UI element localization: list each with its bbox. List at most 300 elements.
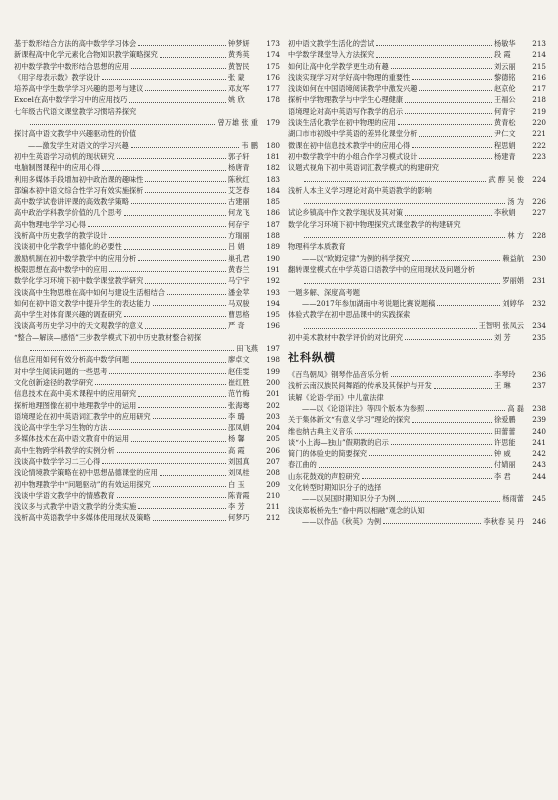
entry-page-number: 182 xyxy=(266,163,280,173)
entry-title: 浅析云南汉族民间舞蹈的传承及其保护与开发 xyxy=(288,381,432,391)
entry-author: 刘婷华 xyxy=(502,298,524,308)
entry-title: 初中语文教学生活化的尝试 xyxy=(288,39,375,48)
toc-entry[interactable] xyxy=(288,241,546,264)
leader-dots xyxy=(102,170,226,171)
entry-author: 艾芝春 xyxy=(228,185,250,195)
leader-dots xyxy=(391,444,492,445)
toc-entry[interactable] xyxy=(288,459,546,470)
entry-page-number: 218 xyxy=(532,95,546,105)
entry-title: 一题多解、深度高考题 xyxy=(288,287,360,297)
leader-dots xyxy=(131,147,240,148)
toc-entry[interactable] xyxy=(288,437,546,448)
leader-dots xyxy=(145,90,226,91)
leader-dots xyxy=(145,328,226,329)
toc-entry[interactable] xyxy=(288,426,546,437)
toc-entry[interactable] xyxy=(14,501,280,512)
entry-page-number: 231 xyxy=(532,276,546,286)
entry-subtitle: ——以《论语详注》等四个版本为参照 xyxy=(302,403,425,413)
toc-entry[interactable] xyxy=(14,287,280,298)
entry-title: 新课程高中化学元素化合物知识教学策略探究 xyxy=(14,50,158,60)
entry-author: 廖卓文 xyxy=(228,355,250,365)
entry-author: 崔红胜 xyxy=(228,377,250,387)
toc-entry[interactable] xyxy=(14,162,280,173)
entry-author: 赖益航 xyxy=(502,253,524,263)
entry-author: 张海骞 xyxy=(228,400,250,410)
entry-author: 段 霞 xyxy=(494,50,511,60)
entry-author: 杨建青 xyxy=(494,151,516,161)
toc-entry[interactable] xyxy=(288,72,546,83)
toc-entry[interactable] xyxy=(14,309,280,320)
entry-author: 白 玉 xyxy=(228,479,245,489)
entry-page-number: 191 xyxy=(266,264,280,274)
entry-author: 李 璐 xyxy=(228,411,245,421)
toc-entry[interactable] xyxy=(14,196,280,207)
entry-title: 中学数学课堂导入方法探究 xyxy=(288,50,375,60)
toc-entry[interactable] xyxy=(288,505,546,528)
toc-entry[interactable] xyxy=(288,106,546,117)
entry-title: Excel在高中数学学习中的应用技巧 xyxy=(14,95,128,105)
leader-dots xyxy=(412,147,492,148)
entry-title: 湖口市市初级中学英语的差异化课堂分析 xyxy=(288,129,418,139)
toc-entry[interactable] xyxy=(14,219,280,230)
entry-title: 翻转课堂模式在中学英语口语教学中的应用现状及问题分析 xyxy=(288,264,475,274)
entry-title: 议题式视角下初中英语词汇教学模式的构建研究 xyxy=(288,163,439,173)
leader-dots xyxy=(160,57,226,58)
entry-author: 尹仁文 xyxy=(494,129,516,139)
leader-dots xyxy=(405,215,492,216)
entry-page-number: 211 xyxy=(266,502,280,512)
entry-page-number: 245 xyxy=(532,494,546,504)
toc-entry[interactable] xyxy=(14,264,280,275)
toc-entry[interactable] xyxy=(14,479,280,490)
entry-title: 利用多媒体手段增加初中政治课的趣味性 xyxy=(14,174,144,184)
entry-title: 高中生物跨学科教学的实例分析 xyxy=(14,445,115,455)
entry-author: 李秋娟 xyxy=(494,208,516,218)
leader-dots xyxy=(131,441,226,442)
entry-author: 陈青霞 xyxy=(228,490,250,500)
toc-entry[interactable] xyxy=(288,332,546,343)
entry-author: 赵京伦 xyxy=(494,84,516,94)
entry-title: 电脑制图课程中的应用心得 xyxy=(14,163,101,173)
entry-author: 张 蒙 xyxy=(228,72,245,82)
toc-entry[interactable] xyxy=(288,128,546,139)
toc-entry[interactable] xyxy=(14,185,280,196)
toc-entry[interactable] xyxy=(14,128,280,151)
entry-subtitle: ——以作品《秋英》为例 xyxy=(302,516,382,526)
toc-entry[interactable] xyxy=(288,140,546,151)
entry-author: 刘国真 xyxy=(228,456,250,466)
entry-title: 浅谈中学语文教学中的情感教育 xyxy=(14,490,115,500)
entry-title: 春江曲的 xyxy=(288,460,317,470)
entry-page-number: 219 xyxy=(532,106,546,116)
entry-author: 钟 威 xyxy=(494,449,511,459)
toc-entry[interactable] xyxy=(288,448,546,459)
leader-dots xyxy=(355,433,492,434)
toc-entry[interactable] xyxy=(14,366,280,377)
toc-entry[interactable] xyxy=(288,38,546,49)
leader-dots xyxy=(124,316,226,317)
entry-title: 维也纳古典主义音乐 xyxy=(288,426,353,436)
entry-title: 初中物理教学中“问题驱动”的有效运用探究 xyxy=(14,479,151,489)
leader-dots xyxy=(319,467,492,468)
leader-dots xyxy=(437,305,500,306)
entry-title: 简门的体验史的简要探究 xyxy=(288,449,368,459)
leader-dots xyxy=(138,45,226,46)
toc-entry[interactable] xyxy=(288,471,546,482)
leader-dots xyxy=(30,350,234,351)
entry-page-number: 205 xyxy=(266,434,280,444)
toc-entry[interactable] xyxy=(14,388,280,399)
entry-author: 田蕾蕾 xyxy=(494,426,516,436)
entry-author: 刘云丽 xyxy=(494,61,516,71)
leader-dots xyxy=(138,407,226,408)
entry-title: 激励机制在初中数学教学中的应用分析 xyxy=(14,253,137,263)
entry-author: 王智明 张凤云 xyxy=(478,321,524,331)
toc-entry[interactable] xyxy=(14,490,280,501)
toc-entry[interactable] xyxy=(288,151,546,162)
leader-dots xyxy=(153,305,226,306)
entry-author: 范竹梅 xyxy=(228,389,250,399)
entry-page-number: 230 xyxy=(532,253,546,263)
entry-page-number: 237 xyxy=(532,381,546,391)
entry-author: 杨唐青 xyxy=(228,163,250,173)
toc-entry[interactable] xyxy=(14,456,280,467)
entry-author: 黄春兰 xyxy=(228,264,250,274)
entry-author: 罗丽娟 xyxy=(502,276,524,286)
entry-page-number: 238 xyxy=(532,403,546,413)
toc-entry[interactable] xyxy=(14,400,280,411)
entry-title: 高中数学试卷讲评课的高效教学策略 xyxy=(14,197,130,207)
leader-dots xyxy=(145,192,226,193)
entry-author: 古建丽 xyxy=(228,197,250,207)
leader-dots xyxy=(131,68,226,69)
toc-entry[interactable] xyxy=(288,207,546,218)
leader-dots xyxy=(419,90,492,91)
toc-entry[interactable] xyxy=(14,49,280,60)
entry-page-number: 232 xyxy=(532,298,546,308)
toc-entry[interactable] xyxy=(14,241,280,252)
entry-title: 文化转型时期知识分子的选择 xyxy=(288,482,382,492)
entry-author: 王 琳 xyxy=(494,381,511,391)
toc-entry[interactable] xyxy=(288,414,546,425)
toc-entry[interactable] xyxy=(288,49,546,60)
toc-entry[interactable] xyxy=(14,275,280,286)
entry-page-number: 173 xyxy=(266,39,280,48)
leader-dots xyxy=(304,181,486,182)
entry-title: 对中学生阅读问题的一些思考 xyxy=(14,366,108,376)
toc-right-entries xyxy=(288,38,546,343)
leader-dots xyxy=(419,158,492,159)
leader-dots xyxy=(376,57,492,58)
entry-title: 浅谈实现学习对学好高中物理的重要性 xyxy=(288,72,411,82)
toc-entry[interactable] xyxy=(14,433,280,444)
leader-dots xyxy=(124,249,226,250)
toc-entry[interactable] xyxy=(14,298,280,309)
entry-title: 微课在初中信息技术教学中的应用心得 xyxy=(288,140,411,150)
leader-dots xyxy=(412,260,500,261)
toc-entry[interactable] xyxy=(14,151,280,162)
entry-page-number: 234 xyxy=(532,321,546,331)
entry-page-number: 242 xyxy=(532,449,546,459)
toc-entry[interactable] xyxy=(14,174,280,185)
toc-entry[interactable] xyxy=(14,72,280,83)
entry-title: 探讨高中语文教学中兴趣驱动性的价值 xyxy=(14,129,137,139)
entry-page-number: 240 xyxy=(532,426,546,436)
leader-dots xyxy=(304,203,505,204)
entry-author: 赵佳雯 xyxy=(228,366,250,376)
entry-title: 浅谈郑板桥先生“眷中两以相融”观念的认知 xyxy=(288,505,425,515)
entry-title: 语境理论对高中英语写作教学的启示 xyxy=(288,106,404,116)
entry-title: 物理科学本质教育 xyxy=(288,242,346,252)
leader-dots xyxy=(109,429,226,430)
entry-author: 刘凤桂 xyxy=(228,468,250,478)
entry-title: 高中学生对体育课兴趣的调查研究 xyxy=(14,310,122,320)
entry-author: 何存宇 xyxy=(228,219,250,229)
entry-title: 浅谈生活化教学在初中物理的应用 xyxy=(288,118,396,128)
entry-author: 田飞燕 xyxy=(236,344,258,354)
entry-author: 程思娟 xyxy=(494,140,516,150)
entry-author: 高 磊 xyxy=(507,403,524,413)
entry-page-number: 174 xyxy=(266,50,280,60)
entry-page-number: 202 xyxy=(266,400,280,410)
entry-title: 初中数学教学中的小组合作学习模式设计 xyxy=(288,151,418,161)
toc-entry[interactable] xyxy=(14,106,280,129)
entry-author: 杨敏华 xyxy=(494,39,516,48)
entry-page-number: 190 xyxy=(266,253,280,263)
entry-title: 如何让高中化学教学更生动有趣 xyxy=(288,61,389,71)
toc-entry[interactable] xyxy=(288,287,546,310)
entry-page-number: 244 xyxy=(532,471,546,481)
entry-page-number: 197 xyxy=(266,344,280,354)
leader-dots xyxy=(405,113,492,114)
toc-entry[interactable] xyxy=(14,207,280,218)
leader-dots xyxy=(304,237,505,238)
toc-entry[interactable] xyxy=(14,422,280,433)
entry-author: 武 醇 吴 俊 xyxy=(488,174,524,184)
entry-author: 黄青松 xyxy=(494,118,516,128)
entry-page-number: 177 xyxy=(266,84,280,94)
entry-title: 七年级古代语文课堂教学习惯培养探究 xyxy=(14,106,137,116)
toc-entry[interactable] xyxy=(14,467,280,478)
toc-right-column xyxy=(288,38,546,527)
entry-page-number: 224 xyxy=(532,174,546,184)
entry-page-number: 176 xyxy=(266,72,280,82)
entry-page-number: 201 xyxy=(266,389,280,399)
leader-dots xyxy=(167,294,226,295)
entry-page-number: 220 xyxy=(532,118,546,128)
entry-title: 浅谈如何在中国语境阅读教学中激发兴趣 xyxy=(288,84,418,94)
entry-page-number: 246 xyxy=(532,516,546,526)
leader-dots xyxy=(145,181,226,182)
entry-author: 徐爱鹏 xyxy=(494,415,516,425)
entry-page-number: 221 xyxy=(532,129,546,139)
entry-title: 《百鸟朝凤》钢琴作品音乐分析 xyxy=(288,370,389,380)
toc-entry[interactable] xyxy=(14,512,280,523)
entry-page-number: 186 xyxy=(266,208,280,218)
entry-page-number: 194 xyxy=(266,298,280,308)
toc-entry[interactable] xyxy=(14,332,280,355)
leader-dots xyxy=(145,283,226,284)
entry-page-number: 239 xyxy=(532,415,546,425)
entry-page-number: 187 xyxy=(266,219,280,229)
toc-entry[interactable] xyxy=(14,411,280,422)
leader-dots xyxy=(369,455,492,456)
leader-dots xyxy=(160,475,226,476)
entry-title: 数学化学习环境下初中数学课堂教学研究 xyxy=(14,276,144,286)
leader-dots xyxy=(153,418,226,419)
toc-entry[interactable] xyxy=(14,83,280,94)
entry-title: 浅析高中历史教学的教学设计 xyxy=(14,231,108,241)
entry-page-number: 193 xyxy=(266,287,280,297)
entry-title: 浅谈初中化学教学中德化的必要性 xyxy=(14,242,122,252)
toc-entry[interactable] xyxy=(288,380,546,391)
toc-entry[interactable] xyxy=(288,392,546,415)
toc-entry[interactable] xyxy=(288,94,546,105)
entry-title: 如何在初中语文教学中提升学生的表达能力 xyxy=(14,298,151,308)
entry-page-number: 185 xyxy=(266,197,280,207)
entry-subtitle: ——2017年参加湖南中考说题比赛说题稿 xyxy=(302,298,436,308)
toc-entry[interactable] xyxy=(288,309,546,332)
entry-page-number: 175 xyxy=(266,61,280,71)
entry-title: 浅谈高考历史学习中的天文观教学的意义 xyxy=(14,321,144,331)
entry-title: 多媒体技术在高中语文教育中的运用 xyxy=(14,434,130,444)
toc-entry[interactable] xyxy=(288,61,546,72)
leader-dots xyxy=(405,102,492,103)
toc-entry[interactable] xyxy=(14,377,280,388)
entry-author: 杨 馨 xyxy=(228,434,245,444)
leader-dots xyxy=(131,362,226,363)
entry-page-number: 214 xyxy=(532,50,546,60)
leader-dots xyxy=(109,373,226,374)
toc-entry[interactable] xyxy=(288,369,546,380)
entry-page-number: 228 xyxy=(532,231,546,241)
leader-dots xyxy=(109,237,226,238)
entry-page-number: 199 xyxy=(266,366,280,376)
toc-entry[interactable] xyxy=(288,219,546,242)
toc-entry[interactable] xyxy=(288,83,546,94)
entry-title: 山东花鼓戏的声腔研究 xyxy=(288,471,360,481)
entry-page-number: 180 xyxy=(266,140,280,150)
entry-title: 数学化学习环境下初中物理探究式课堂教学的构建研究 xyxy=(288,219,461,229)
entry-title: 信息技术在高中美术课程中的应用研究 xyxy=(14,389,137,399)
entry-page-number: 188 xyxy=(266,231,280,241)
entry-page-number: 210 xyxy=(266,490,280,500)
leader-dots xyxy=(117,497,226,498)
leader-dots xyxy=(88,226,226,227)
leader-dots xyxy=(304,328,477,329)
entry-page-number: 181 xyxy=(266,151,280,161)
entry-author: 黄智民 xyxy=(228,61,250,71)
toc-entry[interactable] xyxy=(288,117,546,128)
leader-dots xyxy=(376,45,492,46)
entry-title: 语境理论在初中英语词汇教学中的应用研究 xyxy=(14,411,151,421)
toc-entry[interactable] xyxy=(14,38,280,49)
leader-dots xyxy=(117,158,226,159)
entry-author: 邵凤娟 xyxy=(228,423,250,433)
toc-entry[interactable] xyxy=(288,482,546,505)
toc-entry[interactable] xyxy=(14,354,280,365)
entry-title: 高中物理电学学习心得 xyxy=(14,219,86,229)
leader-dots xyxy=(124,215,226,216)
entry-author: 陈秋红 xyxy=(228,174,250,184)
entry-title: 初中美术教材中教学评价的对比研究 xyxy=(288,332,404,342)
leader-dots xyxy=(129,102,226,103)
entry-title: “整合—解读—感悟”三步教学模式下初中历史教材整合初探 xyxy=(14,332,202,342)
entry-author: 韦 鹏 xyxy=(241,140,258,150)
entry-title: 极限思想在高中数学中的应用 xyxy=(14,264,108,274)
entry-title: 高中政治学科教学价值的几个思考 xyxy=(14,208,122,218)
leader-dots xyxy=(426,410,505,411)
leader-dots xyxy=(405,339,492,340)
entry-page-number: 204 xyxy=(266,423,280,433)
entry-page-number: 203 xyxy=(266,411,280,421)
leader-dots xyxy=(131,203,226,204)
entry-title: 试论乡镇高中作文教学现状及其对策 xyxy=(288,208,404,218)
entry-title: 文化创新途径的教学研究 xyxy=(14,377,94,387)
leader-dots xyxy=(412,79,492,80)
entry-page-number: 222 xyxy=(532,140,546,150)
entry-title: 浅议多与式教学中语文教学的分类实施 xyxy=(14,502,137,512)
leader-dots xyxy=(391,68,492,69)
entry-page-number: 209 xyxy=(266,479,280,489)
entry-title: 浅论情境教学策略在初中思想品德课堂的应用 xyxy=(14,468,158,478)
entry-page-number: 235 xyxy=(532,332,546,342)
entry-page-number: 189 xyxy=(266,242,280,252)
entry-page-number: 226 xyxy=(532,197,546,207)
entry-title: 关于集体新文“有意义学习”理论的探究 xyxy=(288,415,411,425)
entry-author: 刘 芳 xyxy=(494,332,511,342)
toc-entry[interactable] xyxy=(288,162,546,185)
leader-dots xyxy=(102,79,226,80)
leader-dots xyxy=(138,508,226,509)
entry-title: 读解《论语·学而》中儿童法律 xyxy=(288,392,384,402)
entry-subtitle: ——以吴国时期知识分子为例 xyxy=(302,494,396,504)
toc-entry[interactable] xyxy=(14,230,280,241)
entry-author: 何青宇 xyxy=(494,106,516,116)
entry-title: 部编本初中语文综合性学习有效实施探析 xyxy=(14,185,144,195)
entry-author: 李秋春 吴 丹 xyxy=(483,516,524,526)
entry-author: 汤 为 xyxy=(507,197,524,207)
toc-entry[interactable] xyxy=(14,94,280,105)
entry-page-number: 236 xyxy=(532,370,546,380)
toc-entry[interactable] xyxy=(14,61,280,72)
entry-page-number: 206 xyxy=(266,445,280,455)
entry-page-number: 241 xyxy=(532,437,546,447)
toc-entry[interactable] xyxy=(14,253,280,264)
leader-dots xyxy=(304,283,500,284)
entry-title: 初中数学教学中数形结合思想的应用 xyxy=(14,61,130,71)
entry-author: 马双骏 xyxy=(228,298,250,308)
entry-page-number: 192 xyxy=(266,276,280,286)
entry-page-number: 243 xyxy=(532,460,546,470)
entry-subtitle: ——以“欧姆定律”为例的科学探究 xyxy=(302,253,410,263)
entry-author: 巢孔君 xyxy=(228,253,250,263)
entry-subtitle: ——激发学生对语文的学习兴趣 xyxy=(28,140,129,150)
toc-entry[interactable] xyxy=(14,445,280,456)
entry-author: 方瑞丽 xyxy=(228,231,250,241)
entry-author: 曹思格 xyxy=(228,310,250,320)
leader-dots xyxy=(95,384,226,385)
toc-entry[interactable] xyxy=(288,185,546,208)
entry-page-number: 178 xyxy=(266,95,280,105)
entry-title: 探析中学物理教学与中学生心理健康 xyxy=(288,95,404,105)
toc-entry[interactable] xyxy=(288,264,546,287)
entry-author: 潘金苹 xyxy=(228,287,250,297)
leader-dots xyxy=(434,388,492,389)
toc-entry[interactable] xyxy=(14,320,280,331)
entry-author: 黄秀英 xyxy=(228,50,250,60)
entry-page-number: 179 xyxy=(266,118,280,128)
